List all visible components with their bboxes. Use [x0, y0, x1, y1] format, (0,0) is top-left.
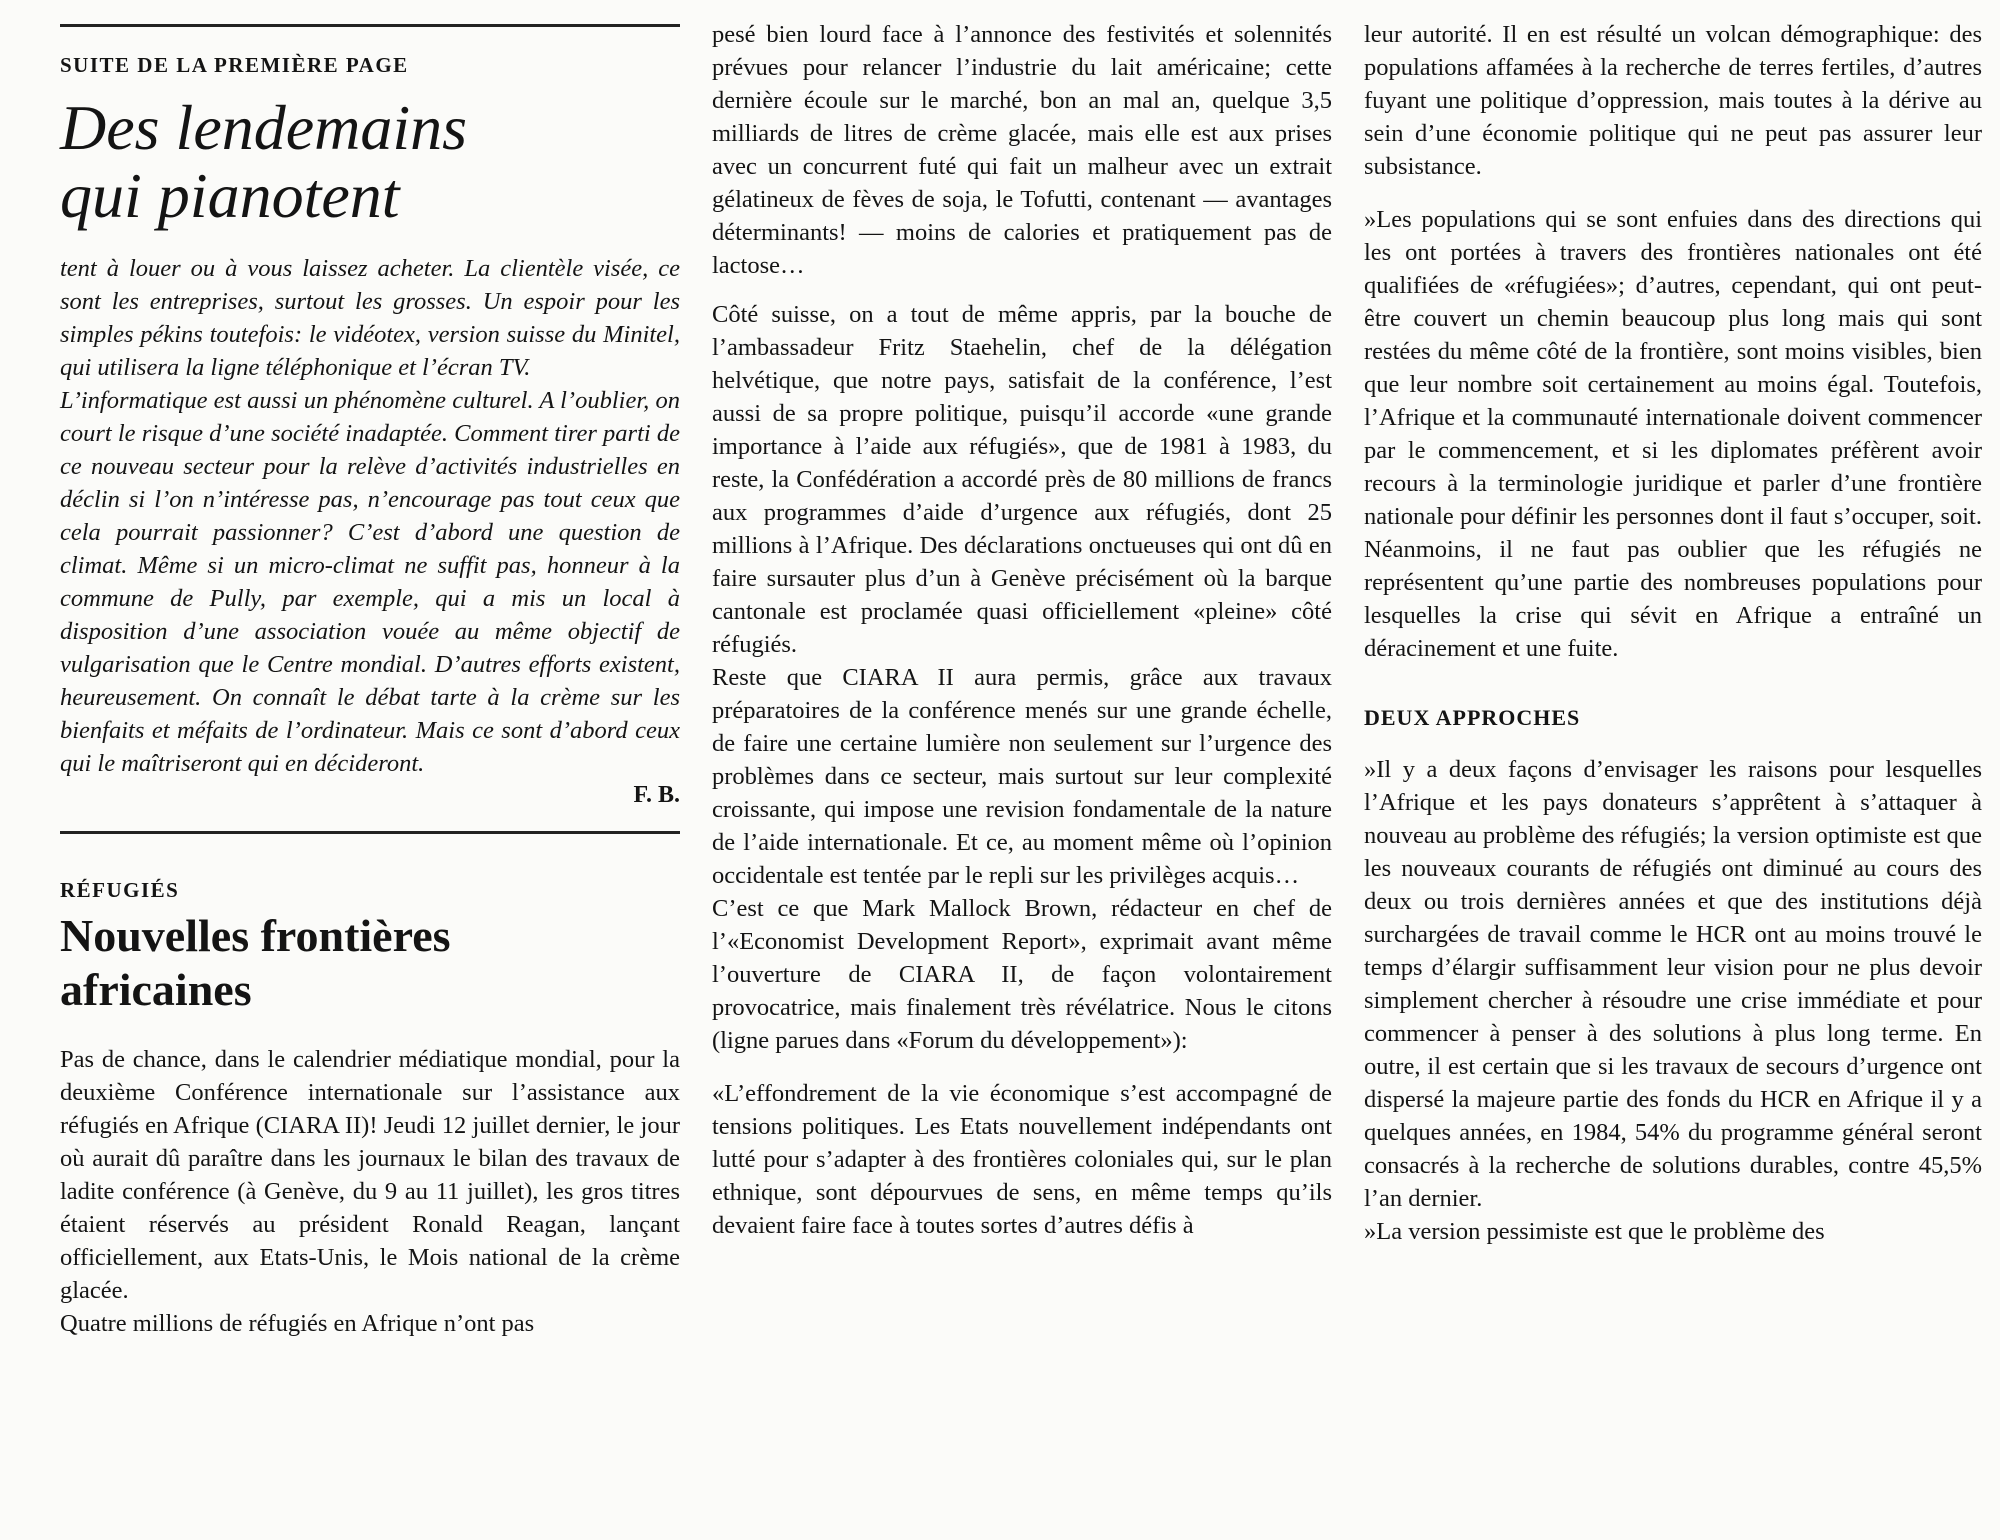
article2-quote-paragraph: leur autorité. Il en est résulté un volcan démographique: des populations affamées à la recherche de terres fertiles, d’autres fuyant une politique d’oppression, mais toutes à la dérive au sein d’une économie politique qui ne peut pas assurer leur subsistance.: [1364, 21, 1982, 180]
article2-quote-paragraph: »Il y a deux façons d’envisager les raisons pour lesquelles l’Afrique et les pays donateurs s’apprêtent à s’attaquer à nouveau au problème des réfugiés; la version optimiste est que les nouveaux courants de réfugiés ont diminué au cours des deux ou trois dernières années et que des institutions déjà surchargées de travail comme le HCR ont au moins trouvé le temps d’élargir suffisamment leur vision pour ne plus devoir simplement chercher à résoudre une crise immédiate et pour commencer à penser à des solutions à plus long terme. En outre, il est certain que si les travaux de secours d’urgence ont dispersé la majeure partie des fonds du HCR en Afrique il y a quelques années, en 1984, 54% du programme général seront consacrés à la recherche de solutions durables, contre 45,5% l’an dernier.: [1364, 756, 1982, 1212]
article2-paragraph: C’est ce que Mark Mallock Brown, rédacteur en chef de l’«Economist Development Report», exprimait avant même l’ouverture de CIARA II, de façon volontairement provocatrice, mais finalement très révélatrice. Nous le citons (ligne parues dans «Forum du développement»):: [712, 895, 1332, 1054]
article2-body-col1: [60, 1043, 680, 1340]
section-rule: [60, 831, 680, 834]
article2-body-col2: [712, 18, 1332, 1242]
article2-paragraph: pesé bien lourd face à l’annonce des festivités et solennités prévues pour relancer l’industrie du lait américaine; cette dernière écoule sur le marché, bon an mal an, quelque 3,5 milliards de litres de crème glacée, mais elle est aux prises avec un concurrent futé qui fait un malheur avec un extrait gélatineux de fèves de soja, le Tofutti, contenant — avantages déterminants! — moins de calories et pratiquement pas de lactose…: [712, 21, 1332, 279]
article2-subhead: DEUX APPROCHES: [1364, 705, 1581, 730]
column-3: [1364, 18, 1982, 1248]
article2-paragraph: Quatre millions de réfugiés en Afrique n’ont pas: [60, 1310, 535, 1337]
column-2: [712, 18, 1332, 1242]
article2-kicker: RÉFUGIÉS: [60, 878, 180, 902]
article1-title-line2: qui pianotent: [60, 160, 400, 231]
article1-paragraph: tent à louer ou à vous laissez acheter. La clientèle visée, ce sont les entreprises, surtout les grosses. Un espoir pour les simples pékins toutefois: le vidéotex, version suisse du Minitel, qui utilisera la ligne téléphonique et l’écran TV.: [60, 255, 680, 381]
article1-signature: F. B.: [633, 782, 680, 808]
article2-paragraph: Pas de chance, dans le calendrier médiatique mondial, pour la deuxième Conférence internationale sur l’assistance aux réfugiés en Afrique (CIARA II)! Jeudi 12 juillet dernier, le jour où aurait dû paraître dans les journaux le bilan des travaux de ladite conférence (à Genève, du 9 au 11 juillet), les gros titres étaient réservés au président Ronald Reagan, lançant officiellement, aux Etats-Unis, le Mois national de la crème glacée.: [60, 1046, 680, 1304]
article2-quote-paragraph: «L’effondrement de la vie économique s’est accompagné de tensions politiques. Les Etats nouvellement indépendants ont lutté pour s’adapter à des frontières coloniales qui, sur le plan ethnique, sont dépourvues de sens, en même temps qu’ils devaient faire face à toutes sortes d’autres défis à: [712, 1080, 1332, 1239]
article1-paragraph: L’informatique est aussi un phénomène culturel. A l’oublier, on court le risque d’une société inadaptée. Comment tirer parti de ce nouveau secteur pour la relève d’activités industrielles en déclin si l’on n’intéresse pas, n’encourage pas tout ceux que cela pourrait passionner? C’est d’abord une question de climat. Même si un micro-climat ne suffit pas, honneur à la commune de Pully, par exemple, qui a mis un local à disposition d’une association vouée au même objectif de vulgarisation que le Centre mondial. D’autres efforts existent, heureusement. On connaît le débat tarte à la crème sur les bienfaits et méfaits de l’ordinateur. Mais ce sont d’abord ceux qui le maîtriseront qui en décideront.: [60, 387, 680, 777]
article2-paragraph: Côté suisse, on a tout de même appris, par la bouche de l’ambassadeur Fritz Staehelin, chef de la délégation helvétique, que notre pays, satisfait de la conférence, l’est aussi de sa propre politique, puisqu’il accorde «une grande importance à l’aide aux réfugiés», que de 1981 à 1983, du reste, la Confédération a accordé près de 80 millions de francs aux programmes d’aide d’urgence aux réfugiés, dont 25 millions à l’Afrique. Des déclarations onctueuses qui ont dû en faire sursauter plus d’un à Genève précisément où la barque cantonale est proclamée quasi officiellement «pleine» côté réfugiés.: [712, 301, 1332, 658]
article1-body: [60, 252, 680, 780]
article1-title-line1: Des lendemains: [60, 92, 468, 163]
article2-quote-paragraph: »La version pessimiste est que le problème des: [1364, 1218, 1825, 1245]
article2-paragraph: Reste que CIARA II aura permis, grâce aux travaux préparatoires de la conférence menés sur une grande échelle, de faire une certaine lumière non seulement sur l’urgence des problèmes dans ce secteur, mais surtout sur leur complexité croissante, qui impose une revision fondamentale de la nature de l’aide internationale. Et ce, au moment même où l’opinion occidentale est tentée par le repli sur les privilèges acquis…: [712, 664, 1332, 889]
article2-title-line2: africaines: [60, 964, 252, 1015]
article2-title-line1: Nouvelles frontières: [60, 910, 451, 961]
column-1: [60, 0, 680, 1340]
top-rule: [60, 24, 680, 27]
article2-body-col3: [1364, 18, 1982, 1248]
article1-kicker: SUITE DE LA PREMIÈRE PAGE: [60, 53, 409, 77]
article2-quote-paragraph: »Les populations qui se sont enfuies dans des directions qui les ont portées à travers des frontières nationales ont été qualifiées de «réfugiées»; d’autres, cependant, qui ont peut-être couvert un chemin beaucoup plus long mais qui sont restées du même côté de la frontière, sont moins visibles, bien que leur nombre soit certainement au moins égal. Toutefois, l’Afrique et la communauté internationale doivent commencer par le commencement, et si les diplomates préfèrent avoir recours à la terminologie juridique et parler d’une frontière nationale pour définir les personnes dont il faut s’occuper, soit. Néanmoins, il ne faut pas oublier que les réfugiés ne représentent qu’une partie des nombreuses populations pour lesquelles la crise qui sévit en Afrique a entraîné un déracinement et une fuite.: [1364, 206, 1982, 662]
